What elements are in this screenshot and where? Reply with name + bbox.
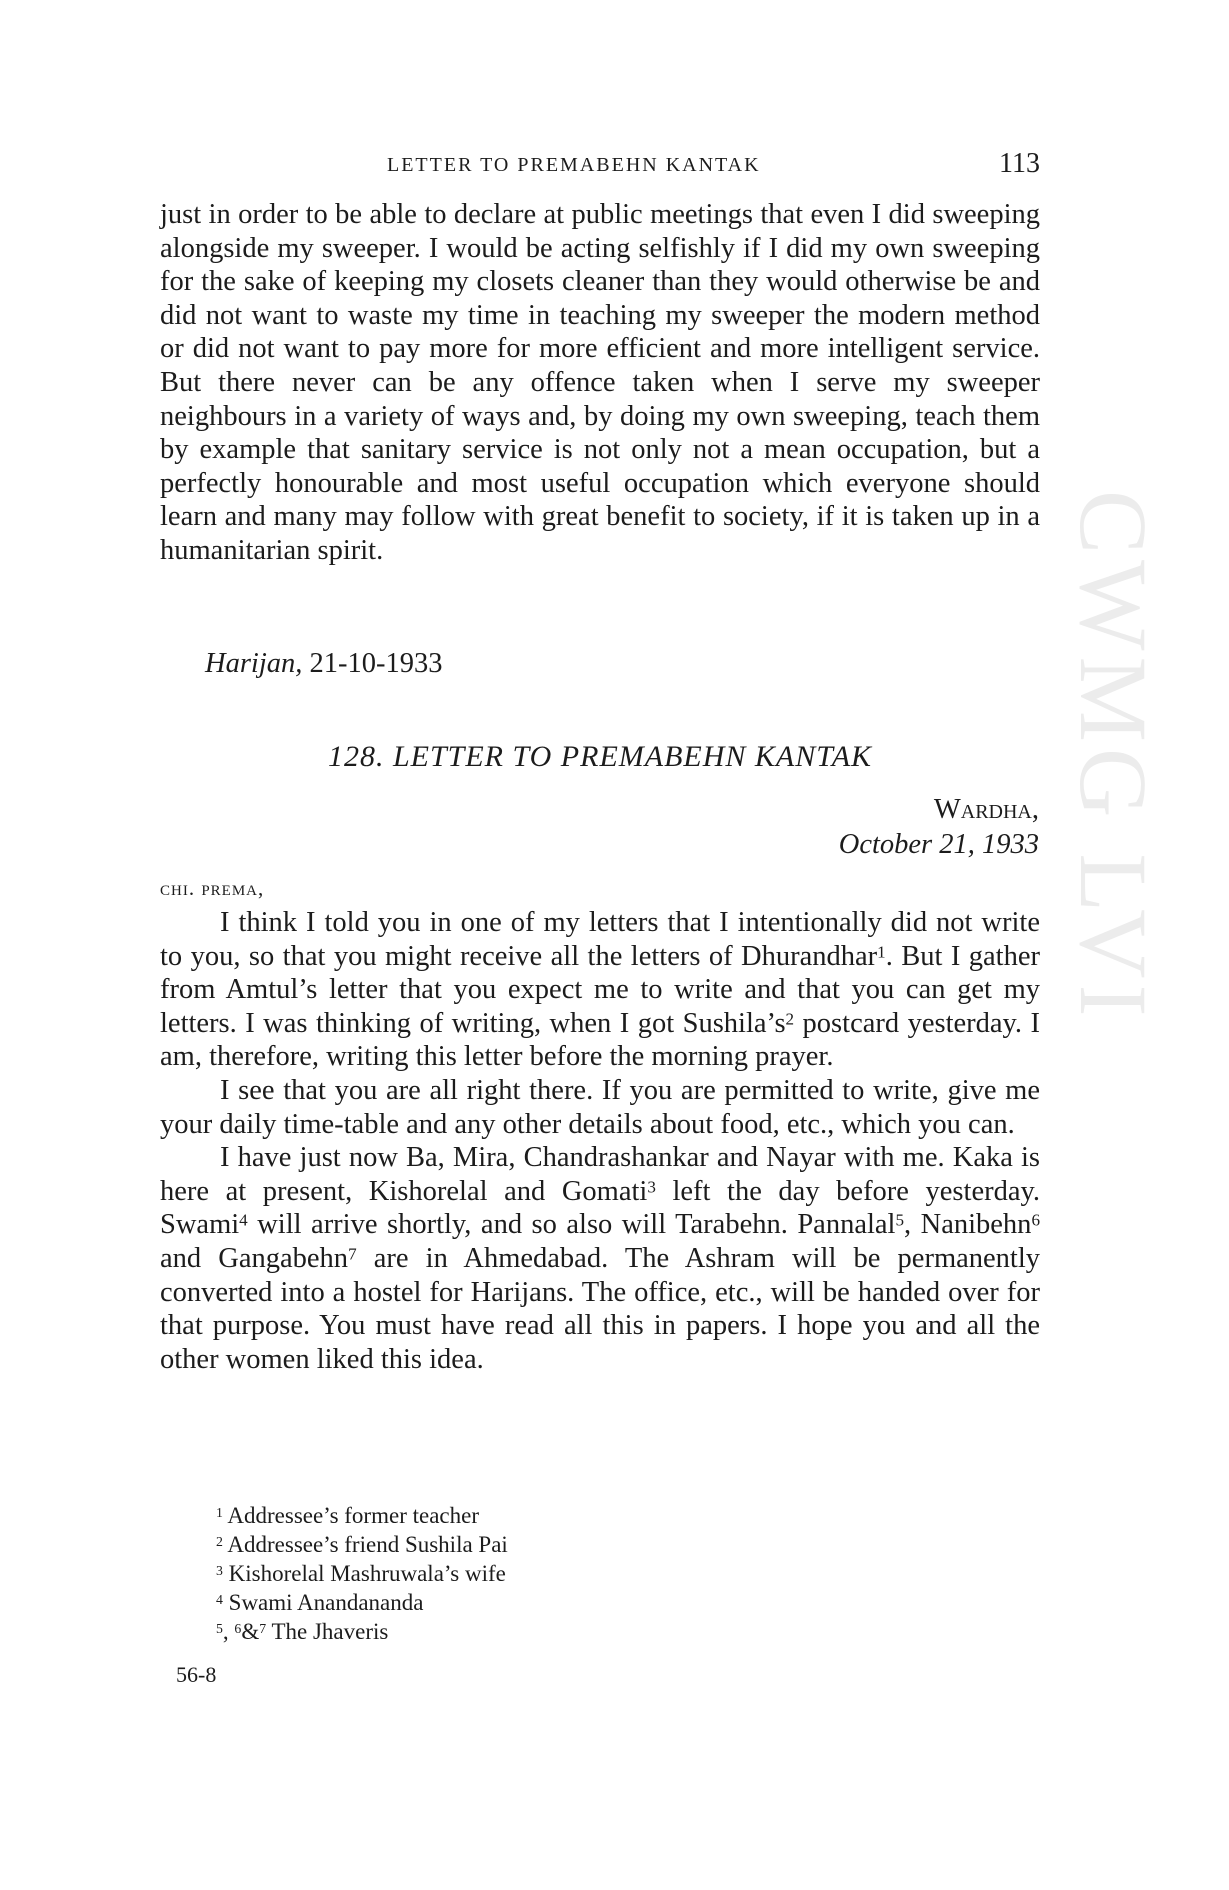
para3-text-c: will arrive shortly, and so also will Tarabehn. Pannalal (247, 1209, 896, 1241)
footnote-text: Addressee’s friend Sushila Pai (222, 1532, 508, 1557)
para1-text-a: I think I told you in one of my letters that I intentionally did not write to you, so that you might receive all the letters of Dhurandhar (160, 907, 1040, 972)
footnote-mark: 6 (234, 1620, 242, 1636)
footnote-separator: & (241, 1619, 260, 1644)
footnote-text: Addressee’s former teacher (222, 1503, 479, 1528)
para3-text-b: left the day before yesterday. Swami (160, 1175, 1041, 1241)
footnote-text: Swami Anandananda (222, 1590, 424, 1615)
footnote-5 (216, 1617, 508, 1646)
footnote-mark: 7 (259, 1620, 267, 1636)
letter-body (160, 906, 1040, 1376)
letter-date: October 21, 1933 (838, 829, 1039, 860)
continuation-paragraph (160, 198, 1040, 568)
item-heading: 128. LETTER TO PREMABEHN KANTAK (327, 740, 873, 773)
source-date: 21-10-1933 (309, 648, 443, 679)
letter-place: Wardha, (933, 794, 1039, 825)
para3-text-a: I have just now Ba, Mira, Chandrashankar and Nayar with me. Kaka is here at present, Kishorelal and Gomati (160, 1142, 1040, 1207)
footnote-4 (216, 1588, 508, 1617)
footnote-text: Kishorelal Mashruwala’s wife (222, 1561, 506, 1586)
para3-text-f: are in Ahmedabad. The Ashram will be permanently converted into a hostel for Harijans. The office, etc., will be handed over for that purpose. You must have read all this in papers. I hope you and all the other women liked this idea. (160, 1242, 1040, 1375)
para3-text-d: , Nanibehn (904, 1209, 1032, 1241)
continuation-text: just in order to be able to declare at public meetings that even I did sweeping alongside my sweeper. I would be acting selfishly if I did my own sweeping for the sake of keeping my closets cleaner than they would otherwise be and did not want to waste my time in teaching my sweeper the modern method or did not want to pay more for more efficient and more intelligent service. But there never can be any offence taken when I serve my sweeper neighbours in a variety of ways and, by doing my own sweeping, teach them by example that sanitary service is not only not a mean occupation, but a perfectly honourable and most useful occupation which everyone should learn and many may follow with great benefit to society, if it is taken up in a humanitarian spirit. (160, 199, 1040, 566)
footnote-mark: 3 (216, 1562, 223, 1578)
footnote-ref-4: 4 (239, 1210, 248, 1230)
footnote-ref-6: 6 (1031, 1210, 1040, 1230)
footnote-mark: 4 (216, 1591, 223, 1607)
running-head (160, 148, 1040, 188)
footnote-3 (216, 1559, 508, 1588)
salutation: chi. prema, (160, 876, 265, 900)
source-publication: Harijan, (205, 648, 303, 679)
footnote-ref-1: 1 (877, 941, 886, 961)
footnote-mark: 1 (216, 1504, 223, 1520)
watermark: CWMG LVI (1060, 490, 1167, 1023)
footnote-ref-3: 3 (647, 1177, 656, 1197)
footnotes (216, 1501, 508, 1646)
footnote-2 (216, 1530, 508, 1559)
page-number: 113 (999, 148, 1040, 179)
letter-paragraph-1 (160, 906, 1040, 1074)
footnote-ref-5: 5 (895, 1210, 905, 1230)
footnote-mark: 5 (216, 1620, 223, 1636)
para1-text-b: . But I gather from Amtul’s letter that you expect me to write and that you can get my letters. I was thinking of writing, when I got Sushila’s (160, 940, 1040, 1039)
letter-paragraph-2: I see that you are all right there. If you are permitted to write, give me your daily time-table and any other details about food, etc., which you can. (160, 1074, 1040, 1140)
footnote-separator: , (222, 1619, 235, 1644)
footnote-ref-2: 2 (785, 1009, 795, 1029)
para1-text-c: postcard yesterday. I am, therefore, writing this letter before the morning prayer. (160, 1007, 1041, 1073)
footnote-mark: 2 (216, 1533, 223, 1549)
para3-text-e: and Gangabehn (160, 1242, 349, 1274)
running-title: LETTER TO PREMABEHN KANTAK (387, 154, 761, 176)
source-line (205, 648, 443, 680)
footnote-1 (216, 1501, 508, 1530)
printer-signature: 56-8 (176, 1662, 217, 1687)
footnote-ref-7: 7 (348, 1244, 357, 1264)
letter-paragraph-3 (160, 1141, 1040, 1376)
footnote-text: The Jhaveris (266, 1619, 389, 1644)
